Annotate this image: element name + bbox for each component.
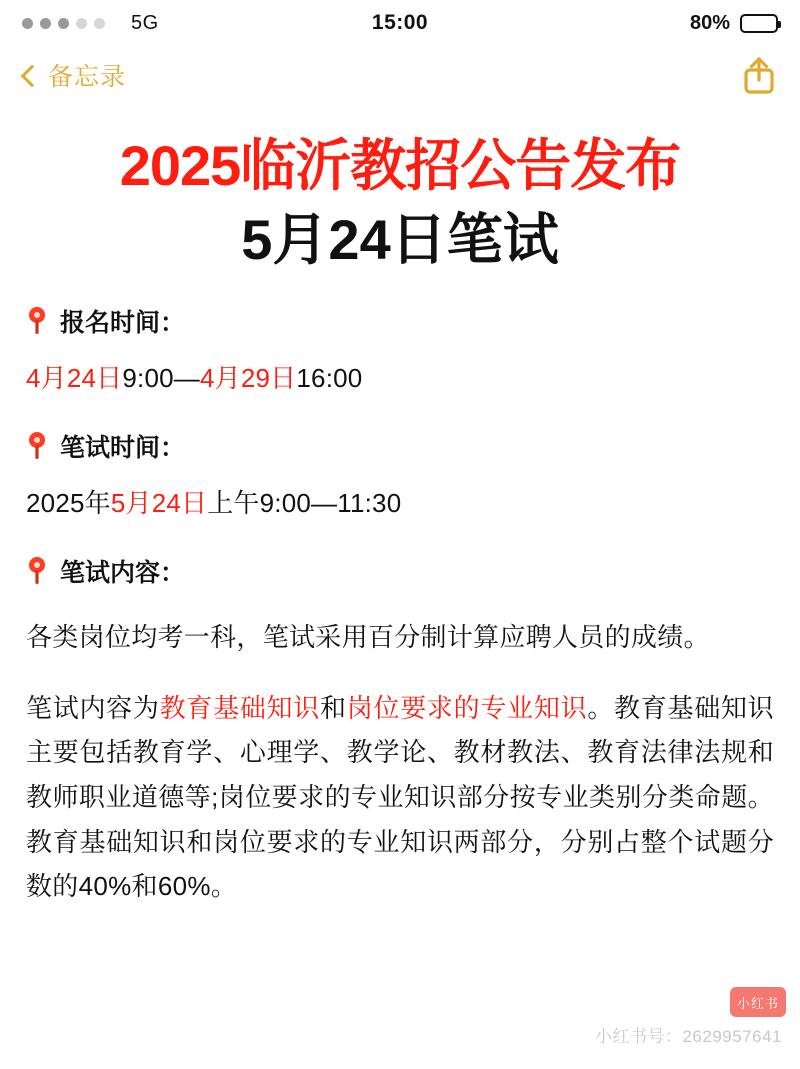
section-heading-label: 报名时间：: [60, 308, 186, 337]
para2-part-3: 和: [320, 692, 347, 723]
back-button-label: 备忘录: [48, 63, 127, 91]
exam-date: 5月24日: [110, 487, 208, 518]
signup-start-date: 4月24日: [26, 362, 123, 393]
share-icon[interactable]: [742, 56, 776, 94]
location-pin-icon: [26, 306, 48, 336]
para2-highlight-education-basics: 教育基础知识: [159, 692, 321, 723]
para2-part-5: 。教育基础知识主要包括教育学、心理学、教学论、教材教法、教育法律法规和教师职业道德等;岗位要求的专业知识部分按专业类别分类命题。教育基础知识和岗位要求的专业知识两部分，分别占整个试题分数的40%和60%。: [26, 692, 774, 902]
exam-time-range: 上午9:00—11:30: [207, 487, 402, 518]
note-title-line1: 2025临沂教招公告发布: [119, 134, 681, 197]
section-heading: [26, 553, 774, 589]
exam-content-paragraph-2: [26, 686, 774, 910]
section-body: [26, 484, 774, 523]
section-signup-time: [26, 303, 774, 398]
location-pin-icon: [26, 556, 48, 586]
signup-end-time: 16:00: [296, 362, 363, 393]
signal-dots-icon: [22, 18, 105, 29]
status-bar-left: [22, 12, 159, 35]
status-bar-clock: 15:00: [371, 11, 429, 34]
para2-highlight-professional-knowledge: 岗位要求的专业知识: [346, 692, 588, 723]
note-content: [0, 104, 800, 1069]
signup-start-time: 9:00—: [122, 362, 200, 393]
section-exam-content: [26, 553, 774, 909]
note-title-line2: 5月24日笔试: [241, 208, 559, 272]
section-exam-time: [26, 428, 774, 523]
section-body: [26, 359, 774, 398]
location-pin-icon: [26, 431, 48, 461]
network-type-label: 5G: [131, 11, 159, 34]
section-heading-label: 笔试时间：: [60, 433, 186, 462]
exam-content-paragraph-1: 各类岗位均考一科，笔试采用百分制计算应聘人员的成绩。: [26, 621, 710, 652]
navigation-bar: [0, 46, 800, 104]
watermark-logo: 小红书: [730, 987, 786, 1017]
signup-end-date: 4月29日: [200, 362, 297, 393]
section-heading: [26, 428, 774, 464]
back-button[interactable]: [24, 57, 126, 93]
chevron-left-icon: [21, 64, 44, 87]
section-heading-label: 笔试内容：: [60, 558, 186, 587]
status-bar: [0, 0, 800, 46]
status-bar-right: [690, 12, 778, 35]
battery-icon: [740, 14, 778, 33]
battery-percent-label: 80%: [689, 11, 730, 34]
section-heading: [26, 303, 774, 339]
para2-part-1: 笔试内容为: [26, 692, 160, 723]
exam-year: 2025年: [26, 487, 111, 518]
watermark-id: 小红书号：2629957641: [594, 1027, 782, 1046]
